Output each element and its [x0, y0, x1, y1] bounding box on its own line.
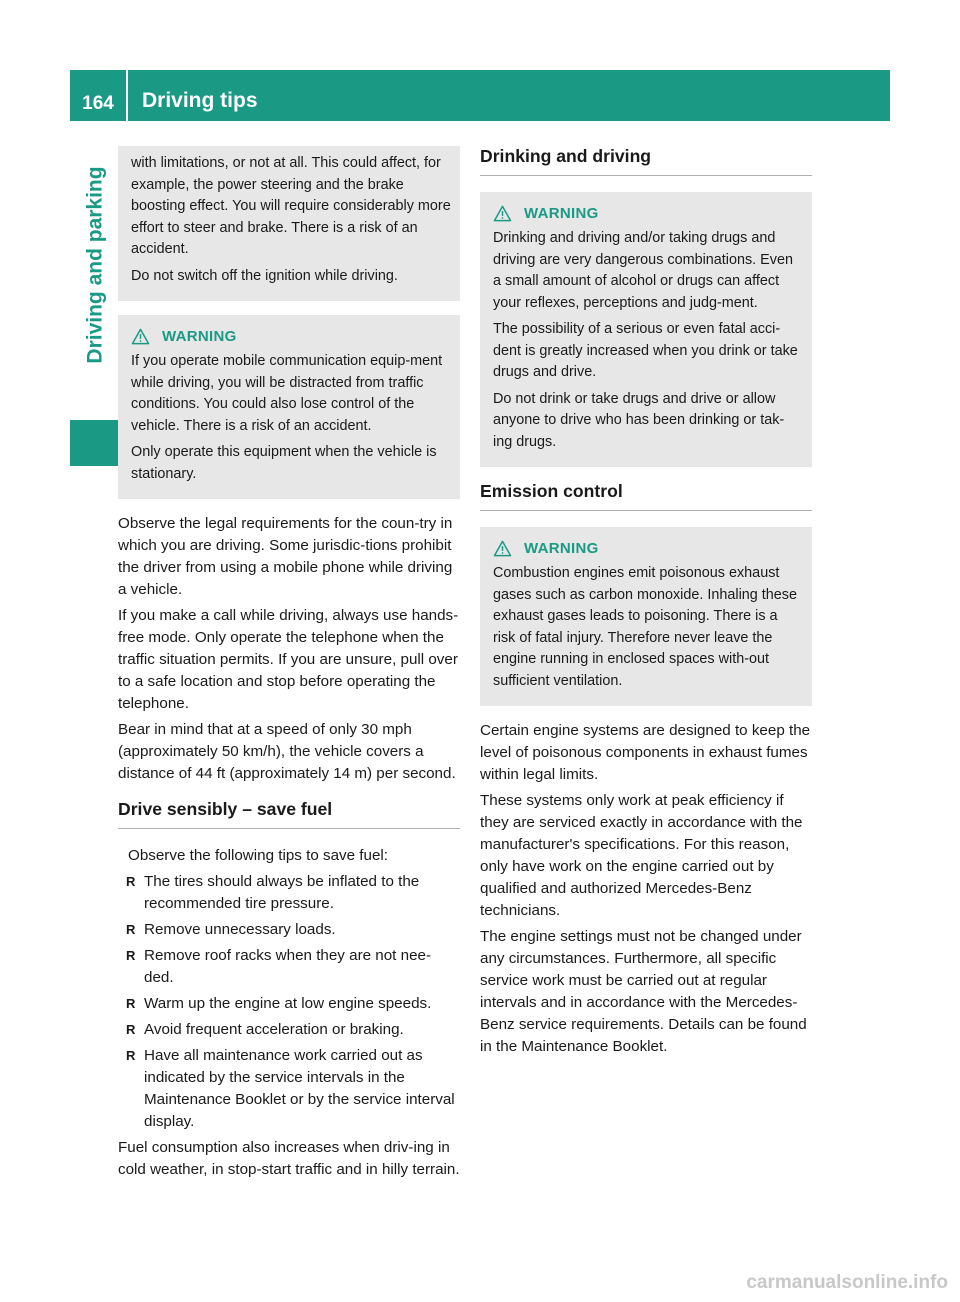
- side-tab-label: Driving and parking: [84, 166, 108, 364]
- body-paragraph: Bear in mind that at a speed of only 30 mph (approximately 50 km/h), the vehicle covers a distance of 44 ft (approximately 14 m) per second.: [118, 721, 456, 782]
- warning-text: The possibility of a serious or even fatal acci-dent is greatly increased when you drink or take drugs and drive.: [493, 321, 798, 380]
- warning-text: Do not drink or take drugs and drive or allow anyone to drive who has been drinking or tak-ing drugs.: [493, 390, 785, 450]
- heading-emission-control: Emission control: [480, 481, 812, 511]
- list-item-text: Avoid frequent acceleration or braking.: [144, 1021, 404, 1038]
- body-paragraph: Observe the legal requirements for the coun-try in which you are driving. Some jurisdic-tions prohibit the driver from using a mobile phone while driving a vehicle.: [118, 515, 453, 598]
- list-item-text: Warm up the engine at low engine speeds.: [144, 995, 432, 1012]
- list-item-text: Remove roof racks when they are not nee-ded.: [144, 947, 432, 986]
- list-item: [118, 945, 460, 989]
- warning-header: [493, 537, 803, 559]
- warning-text: Combustion engines emit poisonous exhaust gases such as carbon monoxide. Inhaling these exhaust gases leads to poisoning. There is a risk of fatal injury. Therefore never leave the engine running in enclosed spaces with-out sufficient ventilation.: [493, 565, 797, 689]
- list-item: [118, 871, 460, 915]
- bullet-icon: R: [126, 1048, 136, 1063]
- page-number: 164: [82, 93, 114, 114]
- list-item: [118, 1045, 460, 1133]
- warning-triangle-icon: [131, 328, 150, 345]
- bullet-icon: R: [126, 996, 136, 1011]
- right-column: [480, 146, 812, 1062]
- warning-label: WARNING: [524, 204, 599, 222]
- bullet-icon: R: [126, 948, 136, 963]
- warning-label: WARNING: [162, 327, 237, 345]
- side-tab: [70, 120, 122, 410]
- body-paragraph: Certain engine systems are designed to keep the level of poisonous components in exhaust fumes within legal limits.: [480, 722, 811, 783]
- warning-box-mobile: [118, 315, 460, 499]
- bullet-icon: R: [126, 874, 136, 889]
- body-paragraph: If you make a call while driving, always use hands-free mode. Only operate the telephone when the traffic situation permits. If you are unsure, pull over to a safe location and stop before operating the telephone.: [118, 607, 459, 712]
- warning-text: with limitations, or not at all. This could affect, for example, the power steering and the brake boosting effect. You will require considerably more effort to steer and brake. There is a risk of an accident.: [131, 155, 451, 257]
- fuel-intro: Observe the following tips to save fuel:: [128, 847, 389, 864]
- list-item: [118, 919, 460, 941]
- section-title: Driving tips: [142, 89, 258, 112]
- header-divider: [126, 70, 128, 121]
- warning-text: Drinking and driving and/or taking drugs and driving are very dangerous combinations. Even a small amount of alcohol or drugs can affect your reflexes, perceptions and judg-ment.: [493, 230, 793, 311]
- body-paragraph: These systems only work at peak efficiency if they are serviced exactly in accordance with the manufacturer's specifications. For this reason, only have work on the engine carried out by qualified and authorized Mercedes-Benz technicians.: [480, 792, 803, 919]
- warning-box-drinking: [480, 192, 812, 467]
- list-item: [118, 993, 460, 1015]
- side-tab-marker: [70, 420, 122, 466]
- list-item-text: Have all maintenance work carried out as indicated by the service intervals in the Maintenance Booklet or by the service interval display.: [144, 1047, 455, 1130]
- body-paragraph: The engine settings must not be changed under any circumstances. Furthermore, all specific service work must be carried out at regular intervals and in accordance with the Mercedes-Benz service requirements. Details can be found in the Maintenance Booklet.: [480, 928, 807, 1055]
- heading-save-fuel: Drive sensibly – save fuel: [118, 799, 460, 829]
- bullet-icon: R: [126, 922, 136, 937]
- left-column: [118, 146, 460, 1185]
- warning-box-continued: [118, 146, 460, 301]
- warning-triangle-icon: [493, 205, 512, 222]
- body-paragraph: Fuel consumption also increases when driv-ing in cold weather, in stop-start traffic and in hilly terrain.: [118, 1139, 460, 1178]
- fuel-tips-section: [118, 845, 460, 867]
- list-item: [118, 1019, 460, 1041]
- list-item-text: The tires should always be inflated to the recommended tire pressure.: [144, 873, 420, 912]
- list-item-text: Remove unnecessary loads.: [144, 921, 336, 938]
- warning-header: [131, 325, 451, 347]
- warning-header: [493, 202, 803, 224]
- warning-text: Do not switch off the ignition while driving.: [131, 267, 398, 284]
- fuel-tips-list: [118, 871, 460, 1133]
- bullet-icon: R: [126, 1022, 136, 1037]
- warning-label: WARNING: [524, 539, 599, 557]
- warning-text: If you operate mobile communication equip-ment while driving, you will be distracted from traffic conditions. You could also lose control of the vehicle. There is a risk of an accident.: [131, 353, 443, 434]
- watermark: carmanualsonline.info: [746, 1272, 948, 1293]
- warning-text: Only operate this equipment when the vehicle is stationary.: [131, 444, 437, 482]
- warning-box-emission: [480, 527, 812, 706]
- warning-triangle-icon: [493, 540, 512, 557]
- heading-drinking-driving: Drinking and driving: [480, 146, 812, 176]
